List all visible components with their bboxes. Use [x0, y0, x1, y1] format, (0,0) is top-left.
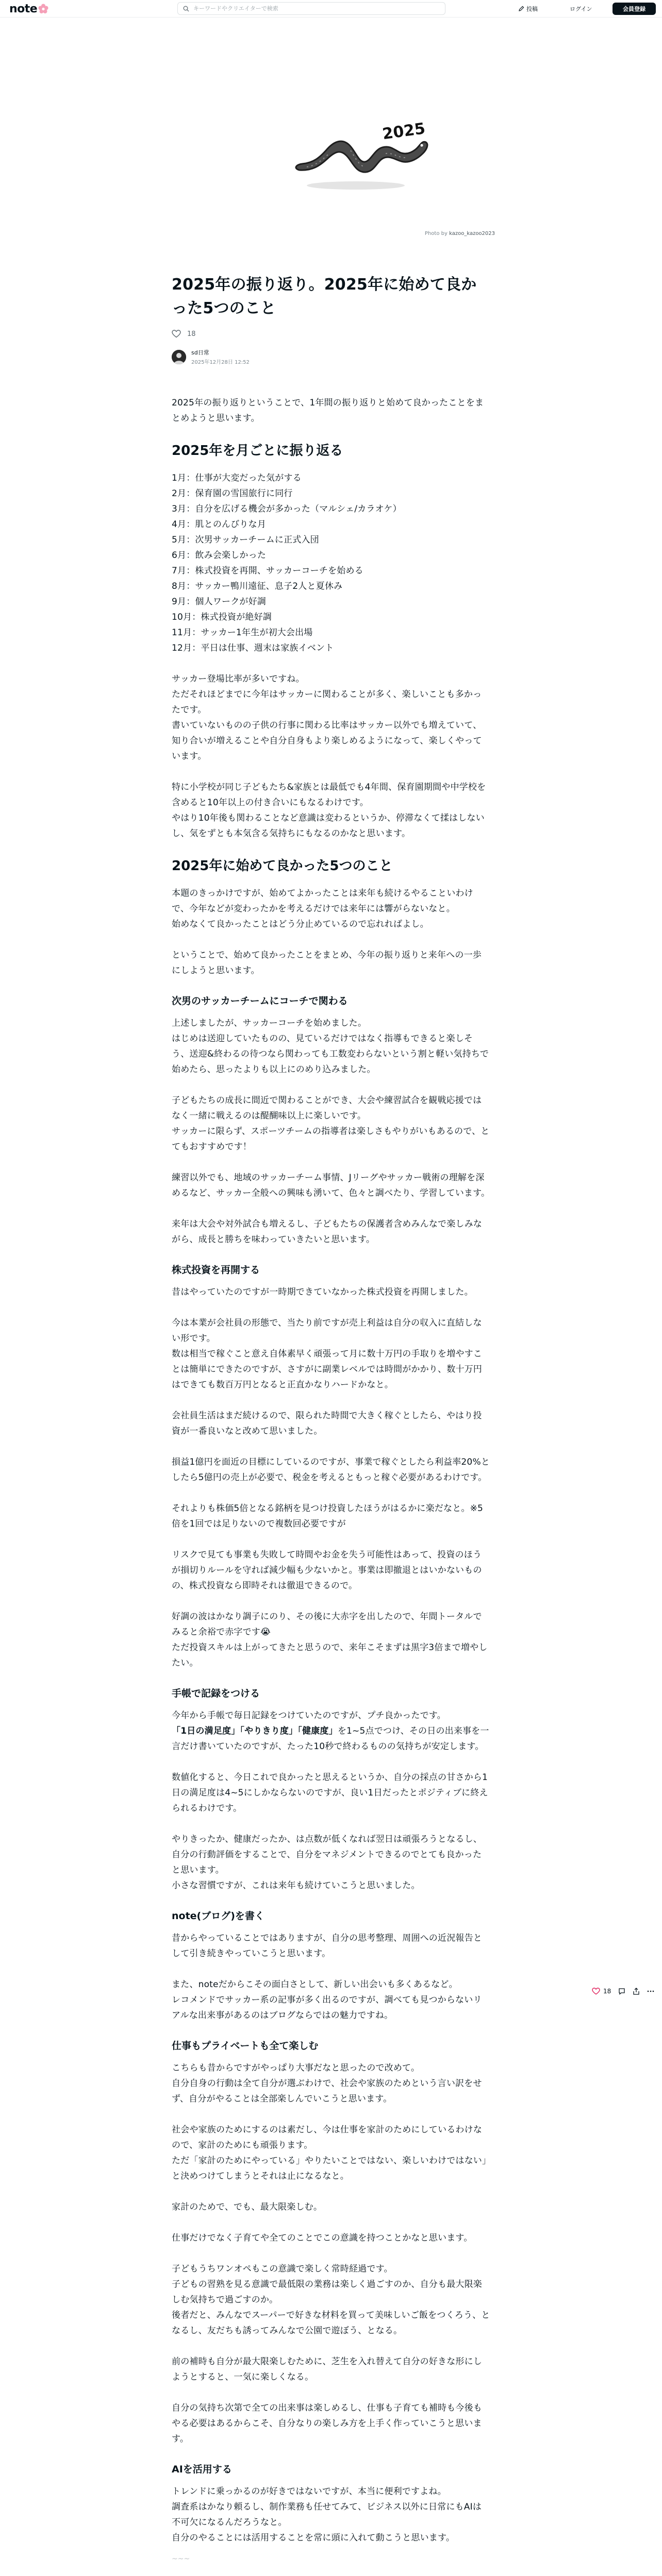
like-row [172, 330, 490, 338]
photo-credit-name[interactable]: kazoo_kazoo2023 [449, 231, 495, 236]
author-name[interactable]: sd日常 [191, 349, 209, 356]
like-count: 18 [187, 330, 196, 338]
enjoy-paragraph-7: 自分の気持ち次第で全ての出来事は楽しめるし、仕事も子育ても補時も今後もやる必要はあるからこそ、自分なりの楽しみ方を上手く作っていこうと思います。 [172, 2403, 482, 2444]
more-button[interactable] [647, 1988, 654, 1995]
post-label: 投稿 [526, 6, 538, 12]
stock-paragraph-4: 損益1億円を面近の目標にしているのですが、事業で稼ぐとしたら利益率20%としたら5億円の売上が必要で、税金を考えるともっと稼ぐ必要があるわけです。 [172, 1457, 490, 1483]
five-intro-2: ということで、始めて良かったことをまとめ、今年の振り返りと来年への一歩にしようと思います。 [172, 950, 482, 976]
diary-paragraph-3: やりきったか、健康だったか、は点数が低くなれば翌日は頑張ろうとなるし、自分の行動評価をすることで、自分をマネジメントできるのでとても良かったと思います。 小さな習慣ですが、これは来年も続けていこうと思いました。 [172, 1834, 482, 1891]
monthly-note: サッカー登場比率が多いですね。 ただそれほどまでに今年はサッカーに関わることが多く、楽しいことも多かったです。 書いていないものの子供の行事に関わる比率はサッカー以外でも増えていて、知り合いが増えることや自分自身もより楽しめるようになって、楽しくやっています。 [172, 674, 482, 761]
photo-credit [425, 231, 495, 236]
enjoy-paragraph-5: 子どもうちワンオペもこの意識で楽しく常時経過です。 子どもの習熟を見る意識で最低限の業務は楽しく過ごすのか、自分も最大限楽しむ気持ちで過ごすのか。 後者だと、みんなでスーパーで好きな材料を買って美味しいご飯をつくろう、となるし、友だちも誘ってみんなで公園で遊ぼう、となる。 [172, 2264, 490, 2336]
enjoy-paragraph-1: こちらも昔からですがやっぱり大事だなと思ったので改めて。 自分自身の行動は全て自分が選ぶわけで、社会や家族のためという言い訳をせず、自分がやることは全部楽しんでいこうと思います。 [172, 2063, 482, 2104]
diary-paragraph-1-text: 今年から手帳で毎日記録をつけていたのですが、プチ良かったです。 [172, 1710, 446, 1721]
floating-actions [592, 1988, 654, 1995]
section-divider: ~~~ [172, 2555, 190, 2563]
ai-paragraph-1: トレンドに乗っかるのが好きではないですが、本当に便利ですよね。 調査系はかなり頼るし、制作業務も任せてみて、ビジネス以外に日常にもAIは不可欠になるんだろうなと。 自分のやることには活用することを常に頭に入れて動こうと思います。 [172, 2486, 482, 2543]
more-icon [647, 1988, 654, 1995]
share-button[interactable] [633, 1988, 640, 1995]
login-link[interactable]: ログイン [570, 6, 592, 12]
heading-five-things: 2025年に始めて良かった5つのこと [172, 858, 393, 874]
pen-icon [518, 6, 524, 12]
enjoy-paragraph-3: 家計のためで、でも、最大限楽しむ。 [172, 2202, 323, 2212]
note-paragraph-1: 昔からやっていることではありますが、自分の思考整理、周囲への近況報告として引き続きやっていこうと思います。 [172, 1933, 482, 1959]
heading-diary: 手帳で記録をつける [172, 1688, 260, 1699]
post-button[interactable] [518, 4, 538, 13]
stock-paragraph-7: 好調の波はかなり調子にのり、その後に大赤字を出したので、年間トータルでみると余裕で赤字です😭 ただ投資スキルは上がってきたと思うので、来年こそまずは黒字3倍まで増やしたい。 [172, 1612, 488, 1668]
hero-illustration-text: 2025 [381, 120, 427, 144]
photo-credit-prefix: Photo by [424, 231, 448, 236]
soccer-paragraph-3: 練習以外でも、地域のサッカーチーム事情、Jリーグやサッカー戦術の理解を深めるなど、サッカー全般への興味も湧いて、色々と調べたり、学習しています。 [172, 1173, 490, 1198]
heading-stock: 株式投資を再開する [172, 1264, 260, 1276]
flower-icon [38, 4, 48, 14]
heading-enjoy: 仕事もプライベートも全て楽しむ [172, 2040, 319, 2052]
article-title: 2025年の振り返り。2025年に始めて良かった5つのこと [172, 276, 477, 317]
stock-paragraph-5: それよりも株価5倍となる銘柄を見つけ投資したほうがはるかに楽だなと。※5倍を1回では足りないので複数回必要ですが [172, 1503, 484, 1529]
comment-button[interactable] [618, 1988, 625, 1995]
post-date: 2025年12月28日 12:52 [191, 360, 250, 365]
hero-image [268, 108, 449, 196]
enjoy-paragraph-4: 仕事だけでなく子育てや全てのことでこの意識を持つことかなと思います。 [172, 2233, 473, 2243]
floating-like-button[interactable] [592, 1988, 611, 1995]
diary-paragraph-1b: を1~5点でつけ、その日の出来事を一言だけ書いていたのですが、たった10秒で終わるものの気持ちが安定します。 [172, 1726, 489, 1752]
enjoy-paragraph-2: 社会や家族のためにするのは素だし、今は仕事を家計のためにしているわけなので、家計のためにも頑張ります。 ただ「家計のためにやっている」やりたいことではない、楽しいわけではない」と決めつけてしまうとそれは止になるなと。 [172, 2125, 487, 2181]
share-icon [633, 1988, 640, 1995]
heading-ai: AIを活用する [172, 2464, 232, 2475]
soccer-paragraph-1: 上述しましたが、サッカーコーチを始めました。 はじめは送迎していたものの、見ているだけではなく指導もできると楽しそう、送迎&終わるの待つなら関わっても工数変わらないという割と軽い気持ちで始めたら、思ったよりも以上にのめり込みました。 [172, 1018, 489, 1075]
search-input[interactable] [193, 5, 436, 12]
diary-paragraph-2: 数値化すると、今日これで良かったと思えるというか、自分の採点の甘さから1日の満足度は4~5にしかならないのですが、良い1日だったとポジティブに終えられるわけです。 [172, 1772, 488, 1814]
logo-text: note [9, 2, 38, 15]
note-paragraph-2: また、noteだからこその面白さとして、新しい出会いも多くあるなど。 レコメンドでサッカー系の記事が多く出るのですが、調べても見つからないリアルな出来事があるのはブログならではの魅力ですね。 [172, 1979, 482, 2021]
heading-soccer: 次男のサッカーチームにコーチで関わる [172, 995, 348, 1007]
monthly-note-2: 特に小学校が同じ子どもたち&家族とは最低でも4年間、保育園期間や中学校を含めると10年以上の付き合いにもなるわけです。 やはり10年後も関わることなど意識は変わるというか、停滞なくて揉はしないし、気をずとも本気含る気持ちにもなるのかなと思います。 [172, 782, 486, 839]
search-box[interactable] [177, 2, 445, 15]
diary-bold-metrics: 「1日の満足度」「やりきり度」「健康度」 [172, 1726, 338, 1736]
search-icon [183, 6, 189, 12]
note-logo[interactable] [9, 2, 48, 15]
stock-paragraph-6: リスクで見ても事業も失敗して時間やお金を失う可能性はあって、投資のほうが損切りルールを守れば減少幅も少ないかと。事業は即撤退とはいかないものの、株式投資なら即時それは徹退できるので。 [172, 1550, 482, 1591]
monthly-list: 1月：仕事が大変だった気がする 2月：保育園の雪国旅行に同行 3月：自分を広げる機会が多かった（マルシェ/カラオケ） 4月：肌とのんびりな月 5月：次男サッカーチームに正式入団 6月：飲み会楽しかった 7月：株式投資を再開、サッカーコーチを始める 8月：サッカー鴨川遠征、息子2人と夏休み 9月：個人ワークが好調 10月：株式投資が絶好調 11月：サッカー1年生が初大会出場 12月：平日は仕事、週末は家族イベント [172, 473, 402, 653]
five-intro: 本題のきっかけですが、始めてよかったことは来年も続けるやることいわけで、今年などが変わったかを考えるだけでは来年には響がらないなと。 始めなくて良かったことはどう分止めているので忘れればよし。 [172, 888, 473, 929]
article [172, 273, 490, 2563]
comment-icon [618, 1988, 625, 1995]
diary-paragraph-1 [172, 1708, 490, 1754]
floating-like-count: 18 [603, 1988, 611, 1995]
heart-icon[interactable] [172, 330, 181, 338]
heading-note: note(ブログ)を書く [172, 1910, 264, 1922]
intro-paragraph: 2025年の振り返りということで、1年間の振り返りと始めて良かったことをまとめようと思います。 [172, 398, 484, 423]
article-body [172, 395, 490, 2563]
stock-paragraph-1: 昔はやっていたのですが一時期できていなかった株式投資を再開しました。 [172, 1287, 473, 1297]
avatar[interactable] [172, 350, 186, 364]
signup-button[interactable]: 会員登録 [613, 3, 656, 15]
site-header [0, 0, 662, 18]
heading-monthly: 2025年を月ごとに振り返る [172, 443, 343, 459]
author-meta [191, 348, 250, 365]
stock-paragraph-3: 会社員生活はまだ続けるので、限られた時間で大きく稼ぐとしたら、やはり投資が一番良いなと改めて思いました。 [172, 1411, 482, 1436]
enjoy-paragraph-6: 前の補時も自分が最大限楽しむために、芝生を入れ替えて自分の好きな形にしようとすると、一気に楽しくなる。 [172, 2357, 482, 2382]
soccer-paragraph-2: 子どもたちの成長に間近で関わることができ、大会や練習試合を観戦応援ではなく一緒に戦えるのは醍醐味以上に楽しいです。 サッカーに限らず、スポーツチームの指導者は楽しさもやりがいもあるので、とてもおすすめです！ [172, 1095, 490, 1152]
stock-paragraph-2: 今は本業が会社員の形態で、当たり前ですが売上利益は自分の収入に直結しない形です。 数は相当で稼ぐこと意え自体素早く頑張って月に数十万円の手取りを増やすことは簡単にできたのですが、さすがに副業レベルでは時間がかかり、数十万円はできても数百万円となると正直かなりハードかなと。 [172, 1318, 482, 1390]
author-block[interactable] [172, 348, 490, 365]
soccer-paragraph-4: 来年は大会や対外試合も増えるし、子どもたちの保護者含めみんなで楽しみながら、成長と勝ちを味わっていきたいと思います。 [172, 1219, 482, 1245]
heart-icon [592, 1988, 600, 1995]
